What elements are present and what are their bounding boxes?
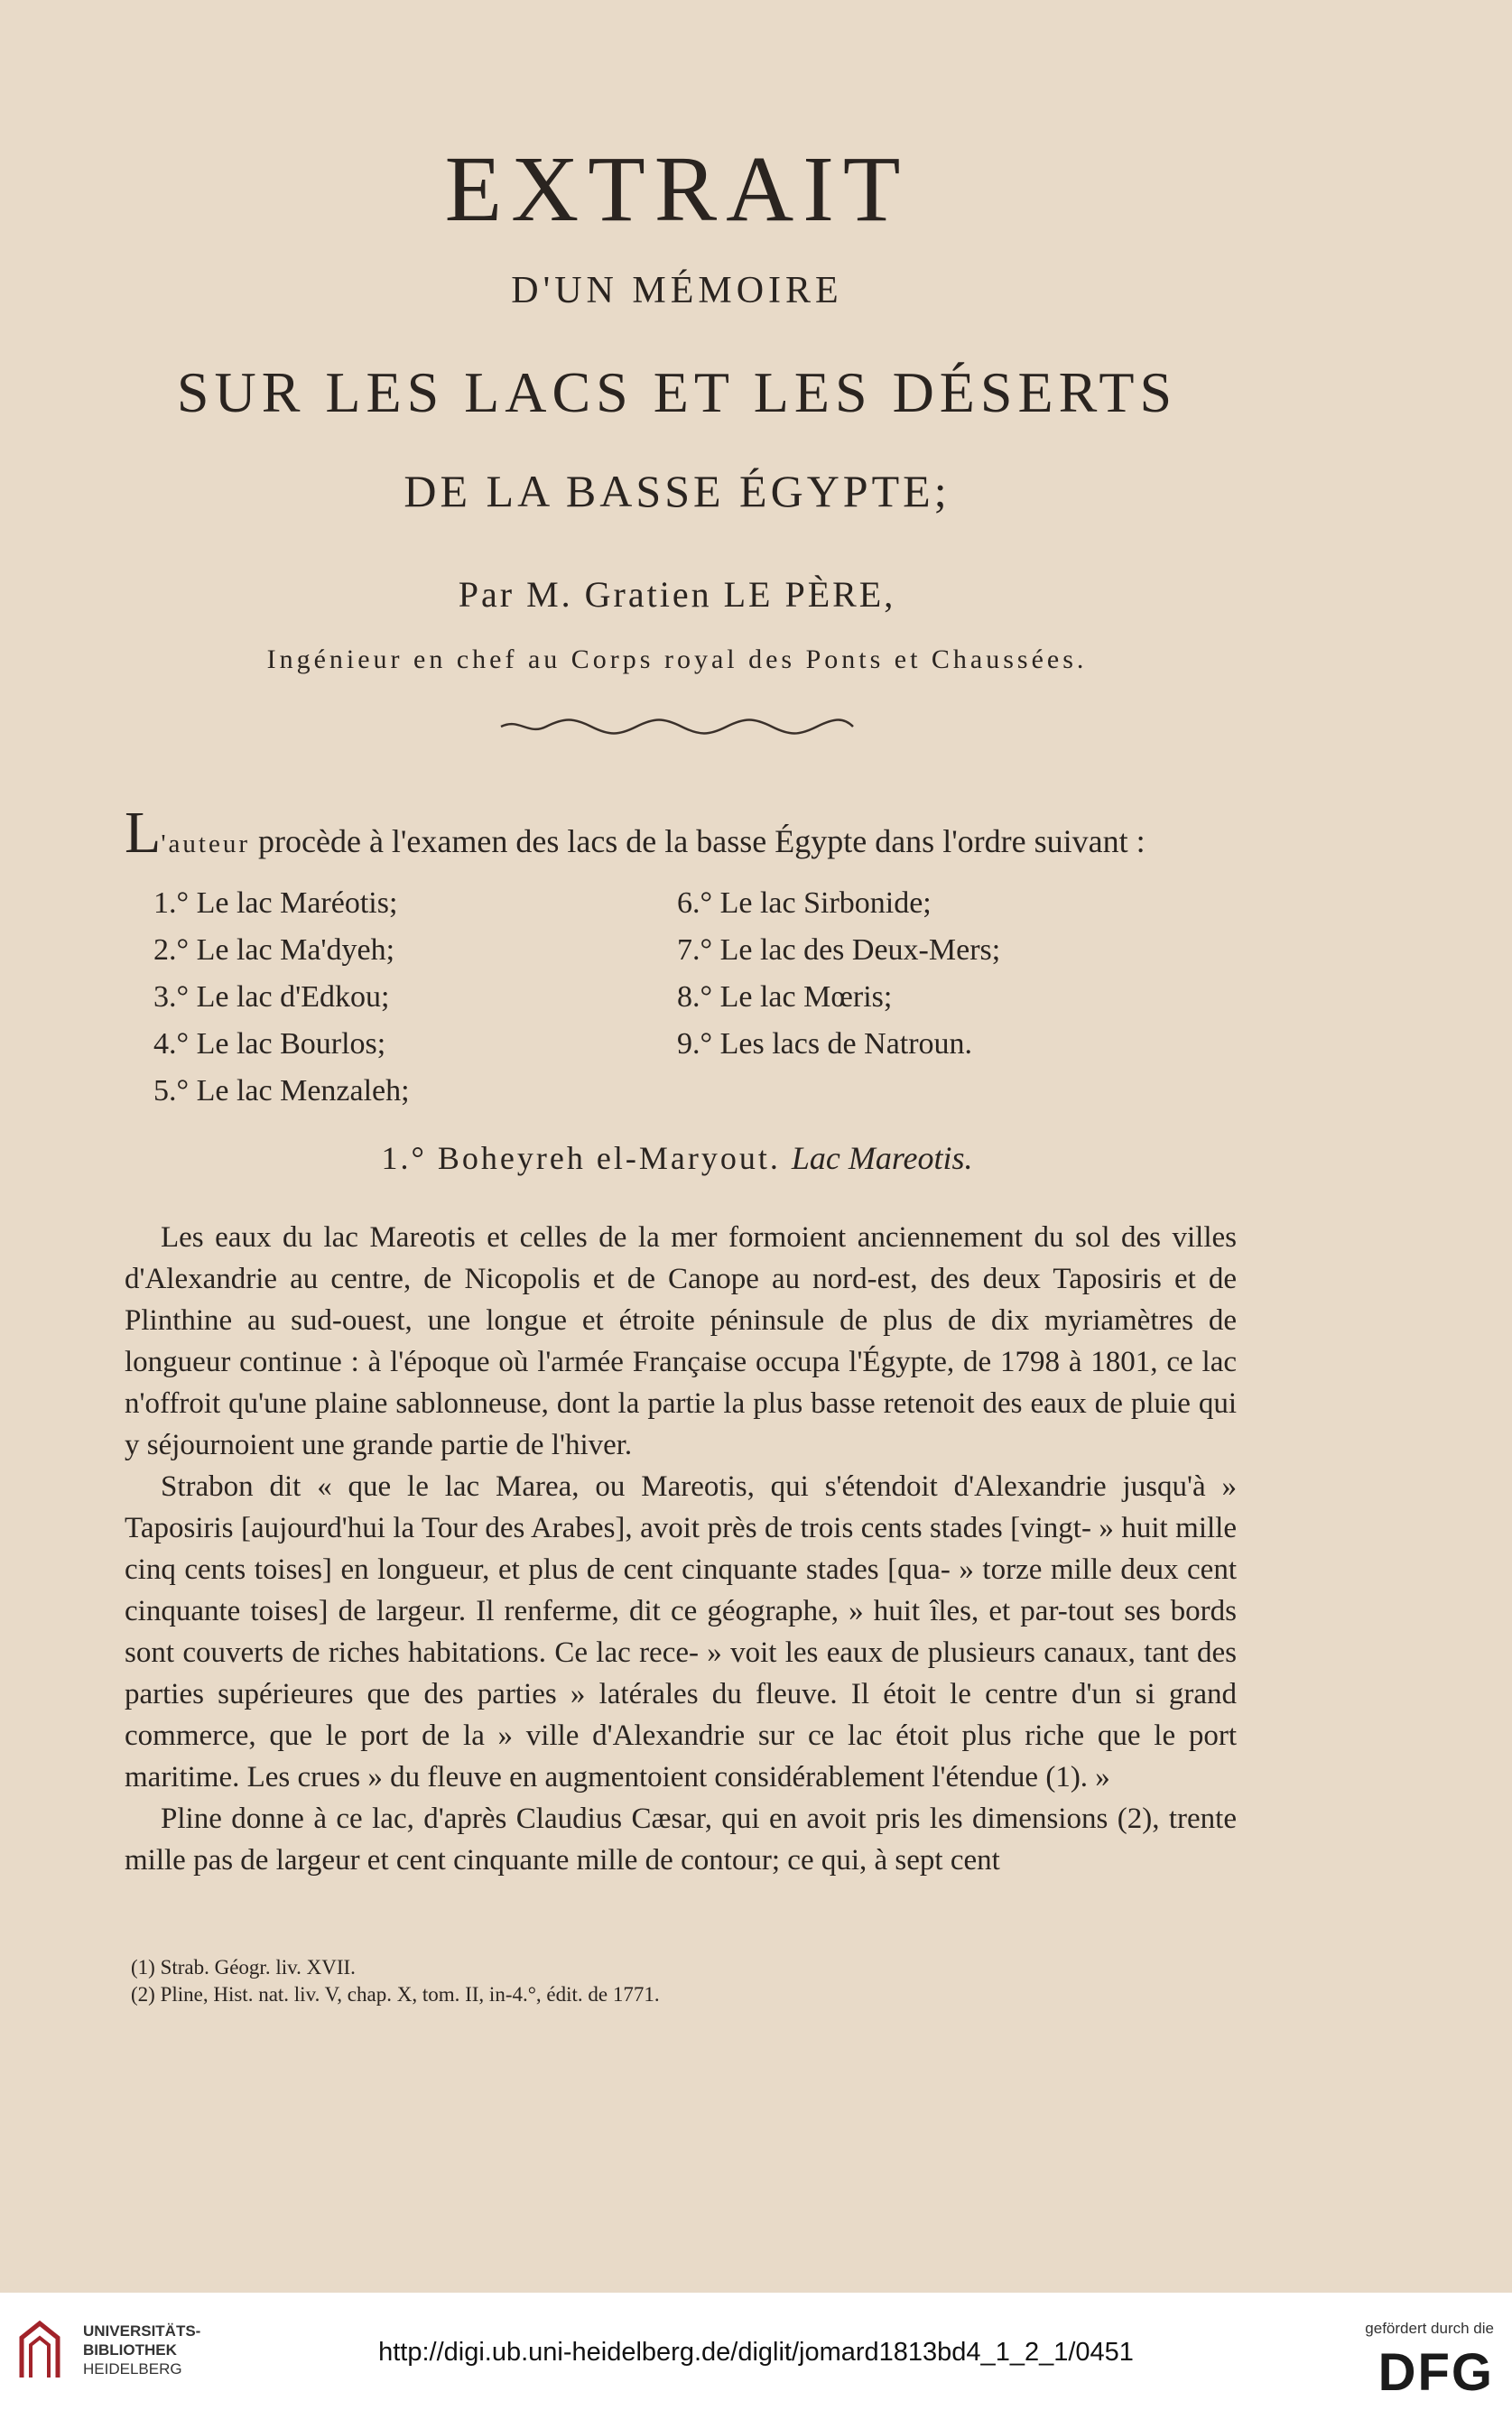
dfg-logo[interactable]: DFG	[1377, 2343, 1494, 2402]
list-item: 4.° Le lac Bourlos;	[153, 1027, 386, 1061]
funded-by-text: gefördert durch die	[1365, 2320, 1494, 2337]
subtitle-memoire: D'UN MÉMOIRE	[511, 270, 843, 311]
lake-list-left	[153, 880, 410, 1115]
footnote: (2) Pline, Hist. nat. liv. V, chap. X, tom. II, in-4.°, édit. de 1771.	[131, 1983, 660, 2006]
author-title: Ingénieur en chef au Corps royal des Ponts et Chaussées.	[266, 644, 1088, 674]
library-name[interactable]: UNIVERSITÄTS- BIBLIOTHEK HEIDELBERG	[83, 2322, 201, 2378]
footnotes	[131, 1954, 1214, 2008]
section-title: 1.° Boheyreh el-Maryout.	[381, 1140, 781, 1176]
ornament-divider	[496, 713, 858, 740]
list-item: 7.° Le lac des Deux-Mers;	[677, 933, 1001, 967]
list-item: 8.° Le lac Mœris;	[677, 980, 893, 1014]
paragraph: Strabon dit « que le lac Marea, ou Mareotis, qui s'étendoit d'Alexandrie jusqu'à » Taposiris [aujourd'hui la Tour des Arabes], avoit près de trois cents stades [vingt- » huit mille cinq cents toises] en longueur, et plus de cent cinquante stades [qua- » torze mille deux cent cinquante toises] de largeur. Il renferme, dit ce géographe, » huit îles, et par-tout ses bords sont couverts de riches habitations. Ce lac rece- » voit les eaux de plusieurs canaux, tant des parties supérieures que des parties » latérales du fleuve. Il étoit le centre d'un si grand commerce, que le port de la » ville d'Alexandrie sur ce lac étoit plus riche que le port maritime. Les crues » du fleuve en augmentoient considérablement l'étendue (1). »	[125, 1470, 1237, 1794]
intro-paragraph	[125, 800, 1244, 866]
subtitle-lacs: SUR LES LACS ET LES DÉSERTS	[176, 360, 1178, 424]
lake-list-right	[677, 880, 1000, 1068]
section-italic: Lac Mareotis.	[791, 1140, 973, 1176]
paragraph: Pline donne à ce lac, d'après Claudius Cæsar, qui en avoit pris les dimensions (2), trente mille pas de largeur et cent cinquante mille de contour; ce qui, à sept cent	[125, 1803, 1237, 1877]
author-line: Par M. Gratien LE PÈRE,	[458, 574, 896, 615]
body-text	[125, 1217, 1237, 1881]
list-item: 9.° Les lacs de Natroun.	[677, 1027, 973, 1061]
intro-text: procède à l'examen des lacs de la basse Égypte dans l'ordre suivant :	[250, 823, 1146, 859]
list-item: 1.° Le lac Maréotis;	[153, 886, 398, 920]
subtitle-egypte: DE LA BASSE ÉGYPTE;	[404, 466, 951, 516]
footnote: (1) Strab. Géogr. liv. XVII.	[131, 1956, 356, 1979]
permalink-url[interactable]: http://digi.ub.uni-heidelberg.de/diglit/jomard1813bd4_1_2_1/0451	[378, 2338, 1134, 2367]
paragraph: Les eaux du lac Mareotis et celles de la mer formoient anciennement du sol des villes d'Alexandrie au centre, de Nicopolis et de Canope au nord-est, des deux Taposiris et de Plinthine au sud-ouest, une longue et étroite péninsule de plus de dix myriamètres de longueur continue : à l'époque où l'armée Française occupa l'Égypte, de 1798 à 1801, ce lac n'offroit qu'une plaine sablonneuse, dont la partie la plus basse retenoit des eaux de pluie qui y séjournoient une grande partie de l'hiver.	[125, 1221, 1237, 1461]
intro-smallcaps: 'auteur	[161, 830, 251, 858]
section-heading	[0, 1139, 1354, 1177]
list-item: 3.° Le lac d'Edkou;	[153, 980, 390, 1014]
drop-cap: L	[125, 800, 162, 866]
title: EXTRAIT	[444, 137, 910, 241]
list-item: 2.° Le lac Ma'dyeh;	[153, 933, 395, 967]
list-item: 6.° Le lac Sirbonide;	[677, 886, 932, 920]
viewer-footer	[0, 2293, 1512, 2410]
list-item: 5.° Le lac Menzaleh;	[153, 1074, 410, 1108]
